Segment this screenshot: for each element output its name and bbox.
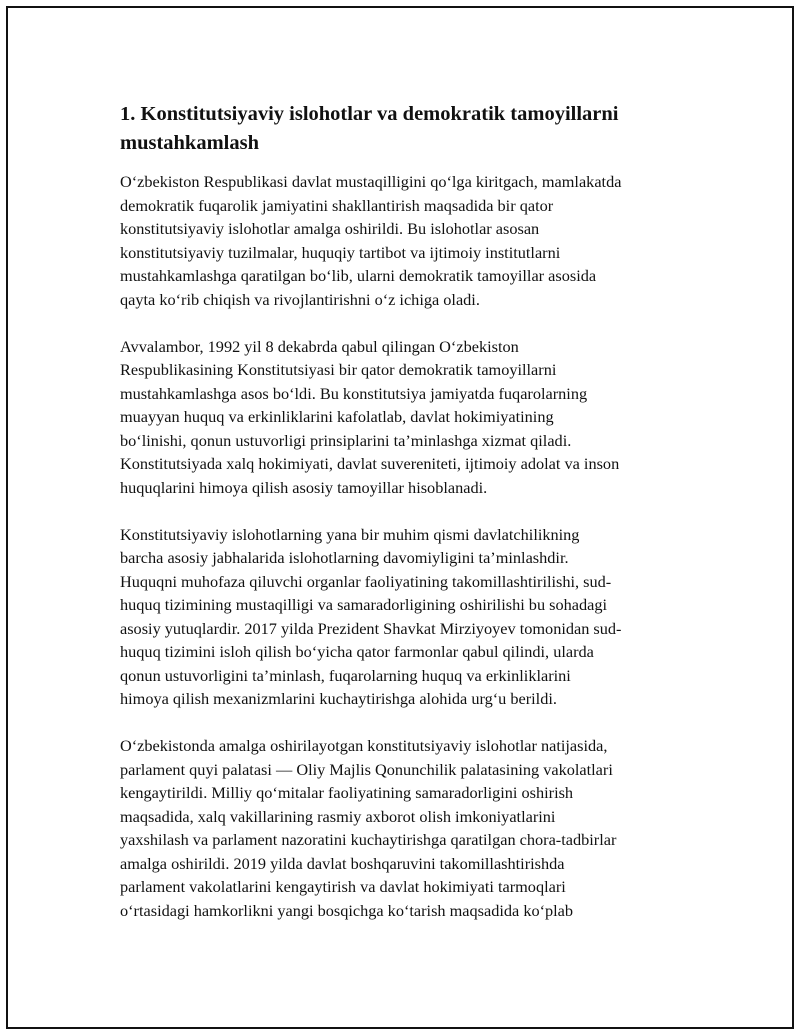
- text-line: Respublikasining Konstitutsiyasi bir qator demokratik tamoyillarni: [120, 360, 557, 379]
- text-line: kengaytirildi. Milliy qo‘mitalar faoliyatining samaradorligini oshirish: [120, 783, 574, 802]
- text-line: O‘zbekiston Respublikasi davlat mustaqilligini qo‘lga kiritgach, mamlakatda: [120, 172, 622, 191]
- text-line: himoya qilish mexanizmlarini kuchaytirishga alohida urg‘u berildi.: [120, 689, 557, 708]
- text-line: konstitutsiyaviy islohotlar amalga oshirildi. Bu islohotlar asosan: [120, 219, 540, 238]
- text-line: mustahkamlashga asos bo‘ldi. Bu konstitutsiya jamiyatda fuqarolarning: [120, 383, 588, 403]
- text-line: mustahkamlashga qaratilgan bo‘lib, ularni demokratik tamoyillar asosida: [120, 266, 597, 285]
- heading-line: mustahkamlash: [120, 132, 259, 154]
- text-line: qayta ko‘rib chiqish va rivojlantirishni o‘z ichiga oladi.: [120, 289, 480, 309]
- text-line: konstitutsiyaviy tuzilmalar, huquqiy tartibot va ijtimoiy institutlarni: [120, 242, 561, 262]
- text-line: demokratik fuqarolik jamiyatini shakllantirish maqsadida bir qator: [120, 195, 554, 215]
- text-line: huquq tizimini isloh qilish bo‘yicha qator farmonlar qabul qilindi, ularda: [120, 642, 594, 661]
- section-heading: [120, 100, 680, 158]
- text-line: Konstitutsiyaviy islohotlarning yana bir muhim qismi davlatchilikning: [120, 524, 580, 544]
- text-line: Huquqni muhofaza qiluvchi organlar faoliyatining takomillashtirilishi, sud-: [120, 571, 612, 591]
- text-line: qonun ustuvorligini ta’minlash, fuqarolarning huquq va erkinliklarini: [120, 665, 571, 685]
- heading-line: 1. Konstitutsiyaviy islohotlar va demokratik tamoyillarni: [120, 103, 619, 125]
- paragraph-1: [120, 170, 680, 311]
- text-line: Konstitutsiyada xalq hokimiyati, davlat suvereniteti, ijtimoiy adolat va inson: [120, 454, 620, 473]
- text-line: huquq tizimining mustaqilligi va samaradorligining oshirilishi bu sohadagi: [120, 595, 608, 614]
- text-line: parlament vakolatlarini kengaytirish va davlat hokimiyati tarmoqlari: [120, 877, 566, 896]
- paragraph-3: [120, 523, 680, 711]
- text-line: asosiy yutuqlardir. 2017 yilda Prezident Shavkat Mirziyoyev tomonidan sud-: [120, 618, 622, 638]
- paragraph-2: [120, 335, 680, 500]
- text-line: barcha asosiy jabhalarida islohotlarning davomiyligini ta’minlashdir.: [120, 548, 569, 567]
- text-line: Avvalambor, 1992 yil 8 dekabrda qabul qilingan O‘zbekiston: [120, 336, 519, 356]
- text-line: muayyan huquq va erkinliklarini kafolatlab, davlat hokimiyatining: [120, 407, 554, 426]
- paragraph-4: [120, 734, 680, 922]
- page-frame: [6, 6, 794, 1029]
- text-line: maqsadida, xalq vakillarining rasmiy axborot olish imkoniyatlarini: [120, 806, 556, 826]
- text-line: O‘zbekistonda amalga oshirilayotgan konstitutsiyaviy islohotlar natijasida,: [120, 736, 608, 755]
- text-line: yaxshilash va parlament nazoratini kuchaytirishga qaratilgan chora-tadbirlar: [120, 830, 617, 849]
- text-line: bo‘linishi, qonun ustuvorligi prinsiplarini ta’minlashga xizmat qiladi.: [120, 430, 572, 450]
- text-line: o‘rtasidagi hamkorlikni yangi bosqichga ko‘tarish maqsadida ko‘plab: [120, 900, 574, 920]
- document-body: [120, 100, 680, 946]
- text-line: huquqlarini himoya qilish asosiy tamoyillar hisoblanadi.: [120, 477, 488, 497]
- text-line: amalga oshirildi. 2019 yilda davlat boshqaruvini takomillashtirishda: [120, 853, 565, 873]
- text-line: parlament quyi palatasi — Oliy Majlis Qonunchilik palatasining vakolatlari: [120, 759, 613, 779]
